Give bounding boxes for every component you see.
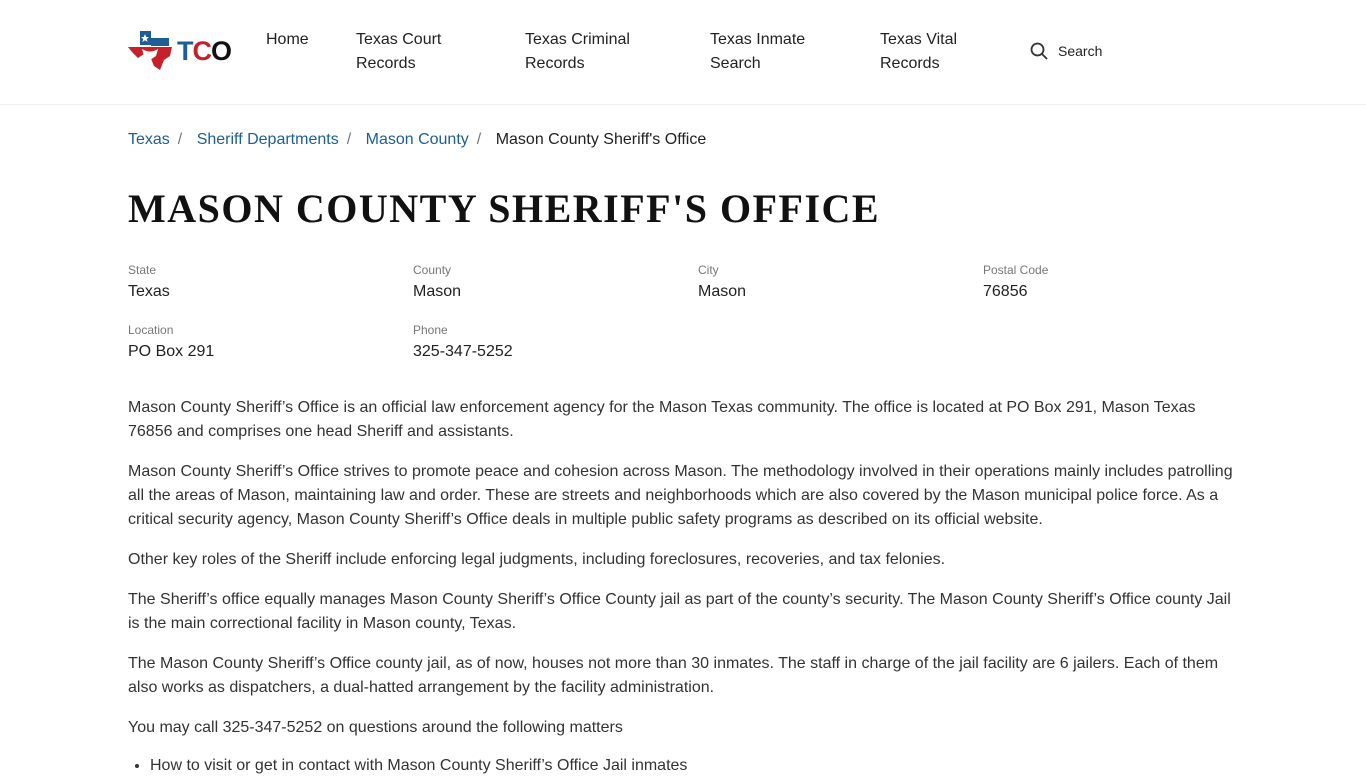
tco-logo[interactable] (128, 30, 231, 72)
nav-vital-records[interactable]: Texas Vital Records (880, 31, 958, 72)
paragraph: Other key roles of the Sheriff include enforcing legal judgments, including foreclosures, recoveries, and tax felonies. (128, 551, 946, 568)
paragraph: Mason County Sheriff’s Office strives to promote peace and cohesion across Mason. The methodology involved in their operations mainly includes patrolling all the areas of Mason, maintaining law and order. These are streets and neighborhoods which are also covered by the Mason municipal police force. As a critical security agency, Mason County Sheriff’s Office deals in multiple public safety programs as described on its official website. (128, 463, 1233, 528)
logo-o: O (211, 35, 232, 66)
paragraph: The Sheriff’s office equally manages Mason County Sheriff’s Office County jail as part of the county’s security. The Mason County Sheriff’s Office county Jail is the main correctional facility in Mason county, Texas. (128, 591, 1231, 632)
postal-code-value: 76856 (983, 283, 1028, 300)
paragraph: The Mason County Sheriff’s Office county jail, as of now, houses not more than 30 inmates. The staff in charge of the jail facility are 6 jailers. Each of them also works as dispatchers, a dual-hatted arrangement by the facility administration. (128, 655, 1219, 696)
city-value: Mason (698, 283, 747, 300)
search-button[interactable] (1030, 42, 1102, 60)
city-label: City (698, 263, 719, 277)
breadcrumb-current: Mason County Sheriff's Office (495, 131, 707, 148)
matters-list (150, 754, 1238, 778)
site-header (0, 0, 1366, 105)
search-label: Search (1058, 43, 1103, 59)
search-icon (1030, 42, 1048, 60)
location-label: Location (128, 323, 174, 337)
breadcrumb-sheriff-departments[interactable]: Sheriff Departments (196, 131, 339, 148)
paragraph: Mason County Sheriff’s Office is an official law enforcement agency for the Mason Texas community. The office is located at PO Box 291, Mason Texas 76856 and comprises one head Sheriff and assistants. (128, 399, 1196, 440)
article-body (128, 396, 1238, 778)
list-item: • How to visit or get in contact with Mason County Sheriff’s Office Jail inmates (150, 754, 1238, 778)
postal-code-label: Postal Code (983, 263, 1049, 277)
state-value: Texas (128, 283, 170, 300)
state-label: State (128, 263, 157, 277)
nav-inmate-search[interactable]: Texas Inmate Search (710, 31, 806, 72)
nav-court-records[interactable]: Texas Court Records (356, 31, 442, 72)
phone-label: Phone (413, 323, 448, 337)
nav-criminal-records[interactable]: Texas Criminal Records (525, 31, 630, 72)
texas-flag-icon (128, 30, 174, 72)
county-label: County (413, 263, 452, 277)
breadcrumb: Texas / Sheriff Departments / Mason County / Mason County Sheriff's Office (128, 131, 707, 148)
location-value: PO Box 291 (128, 343, 215, 360)
logo-t: T (177, 35, 193, 66)
nav-home[interactable]: Home (266, 31, 309, 48)
page-title: MASON COUNTY SHERIFF'S OFFICE (128, 186, 881, 231)
breadcrumb-mason-county[interactable]: Mason County (365, 131, 469, 148)
paragraph: You may call 325-347-5252 on questions around the following matters (128, 719, 623, 736)
breadcrumb-texas[interactable]: Texas (128, 131, 170, 148)
logo-c: C (192, 35, 211, 66)
phone-value: 325-347-5252 (413, 343, 513, 360)
county-value: Mason (413, 283, 462, 300)
